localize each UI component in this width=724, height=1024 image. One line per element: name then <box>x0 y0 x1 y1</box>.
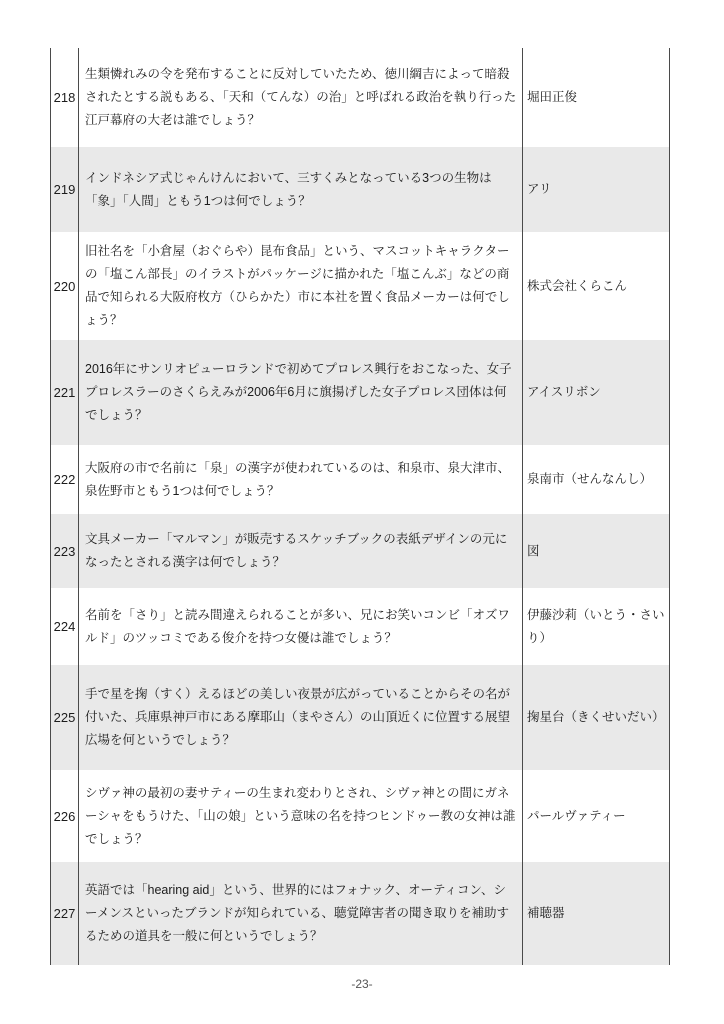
table-row <box>51 862 669 965</box>
question-text: 英語では「hearing aid」という、世界的にはフォナック、オーティコン、シーメンスといったブランドが知られている、聴覚障害者の聞き取りを補助するための道具を一般に何というでしょう？ <box>79 862 523 965</box>
answer-text: 堀田正俊 <box>527 90 578 104</box>
table-row <box>51 770 669 862</box>
question-number: 218 <box>51 48 79 147</box>
page-number: -23- <box>351 977 373 991</box>
question-number: 224 <box>51 588 79 665</box>
answer-text: 株式会社くらこん <box>527 278 628 293</box>
question-number: 221 <box>51 340 79 445</box>
question-number: 223 <box>51 514 79 588</box>
answer-text: 掬星台（きくせいだい） <box>527 710 665 724</box>
question-text: 文具メーカー「マルマン」が販売するスケッチブックの表紙デザインの元になったとされる漢字は何でしょう？ <box>79 514 523 588</box>
table-row <box>51 665 669 770</box>
answer-text: 図 <box>527 543 540 558</box>
table-row <box>51 48 669 147</box>
quiz-table <box>50 48 670 965</box>
question-number: 222 <box>51 445 79 514</box>
question-text: 生類憐れみの令を発布することに反対していたため、徳川綱吉によって暗殺されたとする説もある、「天和（てんな）の治」と呼ばれる政治を執り行った江戸幕府の大老は誰でしょう？ <box>79 48 523 147</box>
question-number: 227 <box>51 862 79 965</box>
question-number: 225 <box>51 665 79 770</box>
table-row <box>51 514 669 588</box>
question-text: 手で星を掬（すく）えるほどの美しい夜景が広がっていることからその名が付いた、兵庫県神戸市にある摩耶山（まやさん）の山頂近くに位置する展望広場を何というでしょう？ <box>79 665 523 770</box>
question-number: 219 <box>51 147 79 232</box>
table-row <box>51 147 669 232</box>
question-text: シヴァ神の最初の妻サティーの生まれ変わりとされ、シヴァ神との間にガネーシャをもうけた、「山の娘」という意味の名を持つヒンドゥー教の女神は誰でしょう？ <box>79 770 523 862</box>
question-text: 名前を「さり」と読み間違えられることが多い、兄にお笑いコンビ「オズワルド」のツッコミである俊介を持つ女優は誰でしょう？ <box>79 588 523 665</box>
table-row <box>51 340 669 445</box>
question-number: 226 <box>51 770 79 862</box>
answer-text: 泉南市（せんなんし） <box>527 472 653 486</box>
question-text: 旧社名を「小倉屋（おぐらや）昆布食品」という、マスコットキャラクターの「塩こん部長」のイラストがパッケージに描かれた「塩こんぶ」などの商品で知られる大阪府枚方（ひらかた）市に本社を置く食品メーカーは何でしょう？ <box>79 232 523 340</box>
question-text: 大阪府の市で名前に「泉」の漢字が使われているのは、和泉市、泉大津市、泉佐野市ともう1つは何でしょう？ <box>79 445 523 514</box>
answer-text: 補聴器 <box>527 906 565 920</box>
answer-text: 伊藤沙莉（いとう・さいり） <box>527 607 665 645</box>
table-row <box>51 232 669 340</box>
question-text: 2016年にサンリオピューロランドで初めてプロレス興行をおこなった、女子プロレスラーのさくらえみが2006年6月に旗揚げした女子プロレス団体は何でしょう？ <box>79 340 523 445</box>
question-text: インドネシア式じゃんけんにおいて、三すくみとなっている3つの生物は「象」「人間」ともう1つは何でしょう？ <box>79 147 523 232</box>
answer-text: アイスリボン <box>527 385 601 399</box>
table-row <box>51 588 669 665</box>
table-row <box>51 445 669 514</box>
answer-text: アリ <box>527 182 552 196</box>
question-number: 220 <box>51 232 79 340</box>
answer-text: パールヴァティー <box>527 808 626 823</box>
